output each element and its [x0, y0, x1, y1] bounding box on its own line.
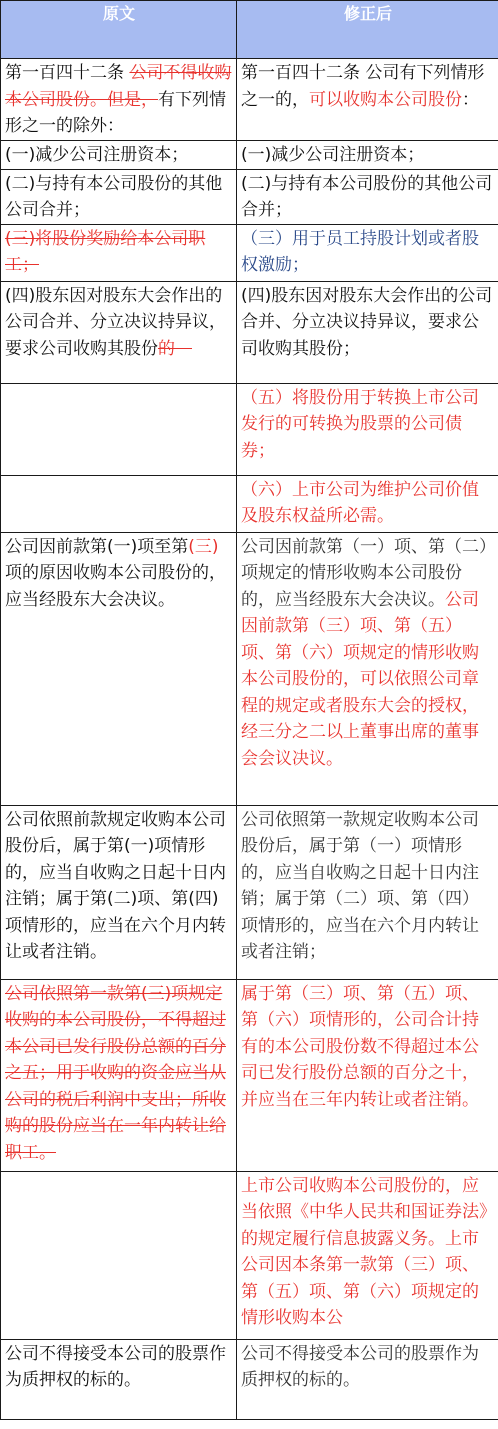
- original-cell: [1, 140, 237, 169]
- text-segment: 公司不得接受本公司的股票作为质押权的标的。: [5, 1343, 226, 1390]
- text-segment: (二)与持有本公司股份的其他公司合并；: [5, 173, 223, 220]
- deleted-text: 公司不得收购本公司股份。但是，: [5, 63, 232, 110]
- revised-cell: [237, 140, 498, 169]
- original-cell: [1, 281, 237, 383]
- table-row: [1, 383, 498, 475]
- text-segment: 有下列情形之一的除外：: [5, 89, 226, 136]
- header-original: 原文: [1, 1, 237, 59]
- table-row: [1, 979, 498, 1171]
- table-header-row: [1, 1, 498, 59]
- table-body: [1, 59, 498, 1420]
- original-cell: [1, 805, 237, 979]
- table-row: [1, 140, 498, 169]
- table-row: [1, 1339, 498, 1419]
- revised-text: 公司因前款第（三）项、第（五）项、第（六）项规定的情形收购本公司股份的，可以依照公司章程的规定或者股东大会的授权，经三分之二以上董事出席的董事会会议决议。: [241, 589, 479, 769]
- modified-text: （三）用于员工持股计划或者股权激励；: [241, 228, 479, 275]
- table-row: [1, 1171, 498, 1339]
- text-segment: ：: [462, 89, 479, 110]
- revised-text: 可以收购本公司股份: [309, 89, 462, 110]
- table-row: [1, 475, 498, 532]
- original-cell: [1, 59, 237, 141]
- text-segment: (一)减少公司注册资本；: [5, 144, 189, 165]
- revised-cell: [237, 281, 498, 383]
- text-segment: 公司依照前款规定收购本公司股份后，属于第(一)项情形的，应当自收购之日起十日内注销；属于第(二)项、第(四)项情形的，应当在六个月内转让或者注销。: [5, 809, 226, 962]
- revised-cell: [237, 169, 498, 224]
- text-segment: (一)减少公司注册资本；: [241, 144, 425, 165]
- text-segment: (四)股东因对股东大会作出的公司合并、分立决议持异议，要求公司收购其股份: [5, 285, 226, 359]
- revised-text: （六）上市公司为维护公司价值及股东权益所必需。: [241, 479, 479, 526]
- revised-cell: [237, 532, 498, 805]
- deleted-text: (三)将股份奖励给本公司职工；: [5, 228, 206, 275]
- table-row: [1, 805, 498, 979]
- original-cell: [1, 979, 237, 1171]
- text-segment: 公司因前款第（一）项、第（二）项规定的情形收购本公司股份的，应当经股东大会决议。: [241, 536, 488, 610]
- original-cell: [1, 475, 237, 532]
- revised-cell: [237, 979, 498, 1171]
- table-row: [1, 59, 498, 141]
- revised-cell: [237, 59, 498, 141]
- deleted-text: 公司依照第一款第(三)项规定收购的本公司股份，不得超过本公司已发行股份总额的百分之五；用于收购的资金应当从公司的税后利润中支出；所收购的股份应当在一年内转让给职工。: [5, 983, 226, 1163]
- text-segment: 公司不得接受本公司的股票作为质押权的标的。: [241, 1343, 479, 1390]
- revised-cell: [237, 224, 498, 281]
- original-cell: [1, 169, 237, 224]
- revised-text: （五）将股份用于转换上市公司发行的可转换为股票的公司债券；: [241, 387, 479, 461]
- text-segment: (二)与持有本公司股份的其他公司合并；: [241, 173, 493, 220]
- table-row: [1, 169, 498, 224]
- revised-text: 上市公司收购本公司股份的，应当依照《中华人民共和国证券法》的规定履行信息披露义务。上市公司因本条第一款第（三）项、第（五）项、第（六）项规定的情形收购本公: [241, 1175, 488, 1328]
- original-cell: [1, 1339, 237, 1419]
- header-revised: 修正后: [237, 1, 498, 59]
- original-cell: [1, 532, 237, 805]
- table-row: [1, 281, 498, 383]
- table-row: [1, 224, 498, 281]
- text-segment: 第一百四十二条 公司有下列情形之一的，: [241, 63, 485, 110]
- original-cell: [1, 224, 237, 281]
- original-cell: [1, 383, 237, 475]
- text-segment: 第一百四十二条: [5, 63, 130, 83]
- revised-cell: [237, 475, 498, 532]
- text-segment: 项的原因收购本公司股份的，应当经股东大会决议。: [5, 563, 226, 610]
- text-segment: 公司依照第一款规定收购本公司股份后，属于第（一）项情形的，应当自收购之日起十日内注销；属于第（二）项、第（四）项情形的，应当在六个月内转让或者注销；: [241, 809, 479, 962]
- revised-text: 属于第（三）项、第（五）项、第（六）项情形的，公司合计持有的本公司股份数不得超过本公司已发行股份总额的百分之十，并应当在三年内转让或者注销。: [241, 983, 479, 1110]
- revised-cell: [237, 1339, 498, 1419]
- original-cell: [1, 1171, 237, 1339]
- table-row: [1, 532, 498, 805]
- revised-cell: [237, 383, 498, 475]
- text-segment: 公司因前款第(一)项至第: [5, 536, 189, 557]
- revised-cell: [237, 1171, 498, 1339]
- revised-cell: [237, 805, 498, 979]
- deleted-text: 的: [158, 338, 192, 359]
- revised-text: (三): [188, 536, 219, 557]
- text-segment: (四)股东因对股东大会作出的公司合并、分立决议持异议，要求公司收购其股份；: [241, 285, 493, 359]
